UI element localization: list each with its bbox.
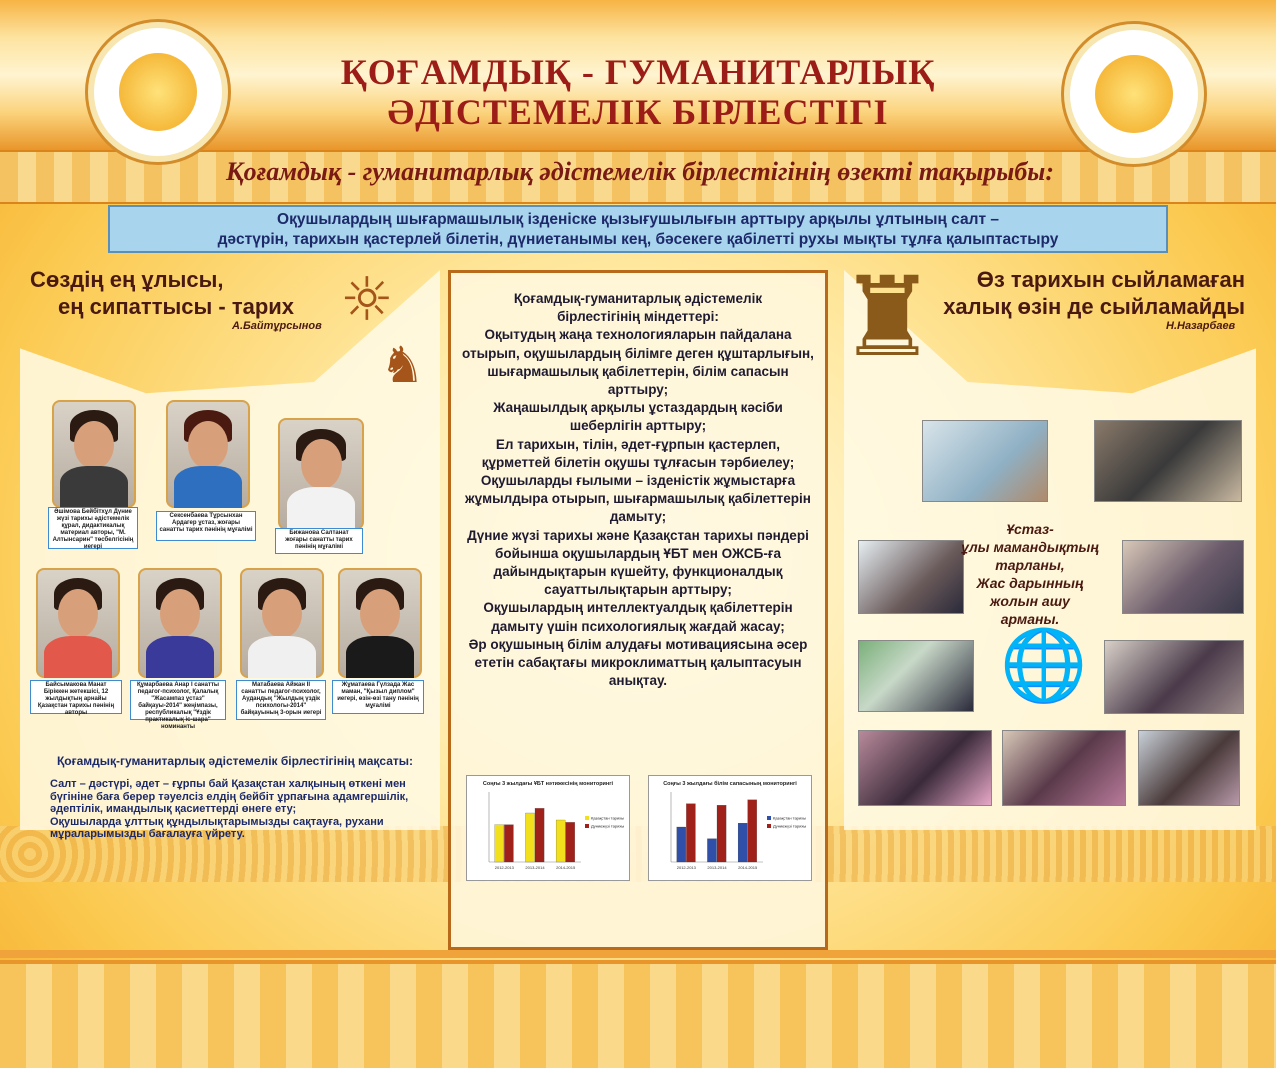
book-globe-icon	[119, 53, 197, 131]
x-tick-label: 2013-2014	[525, 865, 545, 870]
task-line: арттыру;	[607, 382, 669, 398]
legend-swatch	[585, 824, 589, 828]
right-quote	[905, 266, 1245, 320]
goal-line-4: Оқушыларда ұлттық құндылықтарымызды сақтауға, рухани	[50, 815, 384, 828]
page-title	[250, 52, 1026, 132]
classroom-photo-1	[922, 420, 1048, 502]
legend-label: Дүниежүзі тарихы	[591, 823, 625, 829]
teacher-caption-2: Сексенбаева Тұрсынхан Ардагер ұстаз, жоғары санатты тарих пәнінің мұғалімі	[156, 511, 256, 541]
task-line: анықтау.	[608, 673, 668, 689]
task-line: дамыту;	[609, 509, 667, 525]
chart-title: Соңғы 3 жылдағы ҰБТ нәтижесінің мониторингі	[482, 781, 614, 787]
legend-label: Қазақстан тарихы	[591, 815, 624, 821]
classroom-photo-7	[858, 730, 992, 806]
legend-swatch	[767, 816, 771, 820]
teacher-caption-1: Әшімова Бейбітхұл Дүние жүзі тарихы әдістемелік құрал, дидактикалық материал авторы, "М. Алтынсарин" төсбелгісінің иегері	[48, 507, 138, 549]
association-seal-right	[1064, 24, 1204, 164]
task-line: шығармашылық қабілеттерін, білім сапасын	[487, 363, 789, 379]
goal-line-2: бүгініне баға берер тәуелсіз елдің бейбіт ұрпағына адамгершілік,	[50, 790, 409, 803]
legend-swatch	[585, 816, 589, 820]
title-line-1: ҚОҒАМДЫҚ - ГУМАНИТАРЛЫҚ	[340, 52, 936, 92]
theme-line-1: Оқушылардың шығармашылық ізденіске қызығушылығын арттыру арқылы ұлтының салт –	[277, 211, 999, 228]
task-line: ететін сабақтағы микроклиматтың қалыптасуын	[474, 655, 802, 671]
x-tick-label: 2014-2015	[738, 865, 758, 870]
sun-eagle-icon	[1095, 55, 1173, 133]
chart-title: Соңғы 3 жылдағы білім сапасының мониторингі	[663, 781, 797, 787]
left-quote	[30, 266, 330, 320]
classroom-photo-3	[858, 540, 964, 614]
teacher-caption-5: Құмарбаева Анар I санатты педагог-психолог, Қалалық "Жасампаз ұстаз" байқауы-2014" жеңімпазы, республикалық "Ұздік практикалық іс-шара" номинанты	[130, 680, 226, 720]
deer-petroglyph-icon: ♞	[380, 336, 425, 394]
school-seal-left	[88, 22, 228, 162]
theme-box	[108, 205, 1168, 253]
tasks-block	[456, 290, 820, 690]
left-quote-line-1: Сөздің ең ұлысы,	[30, 267, 224, 292]
chart-bar	[504, 825, 513, 862]
task-line: шеберлігін арттыру;	[569, 418, 707, 434]
theme-line-2: дәстүрін, тарихын қастерлей білетін, дүниетанымы кең, бәсекеге қабілетті рухы мықты тұлға қалыптастыру	[217, 231, 1059, 248]
task-line: Әр оқушының білім алудағы мотивациясына әсер	[468, 636, 808, 652]
classroom-photo-5	[858, 640, 974, 712]
motto	[955, 520, 1105, 628]
task-line: Оқытудың жаңа технологияларын пайдалана	[484, 327, 792, 343]
task-line: отырып, оқушылардың білімге деген құштарлығын,	[462, 345, 814, 361]
task-line: жұмылдыра отырып, шығармашылық қабілеттерін	[465, 491, 811, 507]
legend-swatch	[767, 824, 771, 828]
x-tick-label: 2014-2015	[556, 865, 576, 870]
chart-bar	[707, 839, 716, 862]
task-line: Оқушыларды ғылыми – ізденістік жұмыстарға	[480, 473, 796, 489]
teacher-caption-7: Жұматаева Гүлзада Жас маман, "Қызыл диплом" иегері, өзін-өзі тану пәнінің мұғалімі	[332, 680, 424, 714]
teacher-caption-6: Матабаева Айжан II санатты педагог-психолог, Аудандық "Жылдың үздік психологы-2014" байқауының 3-орын иегері	[236, 680, 326, 720]
classroom-photo-4	[1122, 540, 1244, 614]
classroom-photo-6	[1104, 640, 1244, 714]
chart-bar	[566, 822, 575, 862]
task-line: Жаңашылдық арқылы ұстаздардың кәсіби	[493, 400, 783, 416]
motto-line-6: арманы.	[1000, 611, 1060, 627]
goal-title: Қоғамдық-гуманитарлық әдістемелік бірлестігінің мақсаты:	[56, 754, 414, 768]
task-line: құрметтей білетін оқушы тұлғасын тәрбиелеу;	[481, 454, 795, 470]
motto-line-1: Ұстаз-	[1006, 521, 1054, 537]
x-tick-label: 2013-2014	[707, 865, 727, 870]
legend-label: Қазақстан тарихы	[773, 815, 806, 821]
chart-quality-svg	[649, 776, 811, 880]
motto-line-2: ұлы мамандықтың	[961, 539, 1099, 555]
chart-bar	[686, 804, 695, 862]
globe-books-icon: 🌐	[1000, 624, 1088, 706]
chart-bar	[677, 827, 686, 862]
teacher-photo-1	[52, 400, 136, 508]
classroom-photo-9	[1138, 730, 1240, 806]
classroom-photo-2	[1094, 420, 1242, 502]
x-tick-label: 2012-2013	[494, 865, 514, 870]
motto-line-4: Жас дарынның	[976, 575, 1084, 591]
chart-bar	[535, 808, 544, 862]
task-line: сауаттылықтарын арттыру;	[544, 582, 732, 598]
left-quote-author: А.Байтұрсынов	[232, 320, 322, 332]
chart-ent-svg	[467, 776, 629, 880]
teacher-photo-7	[338, 568, 422, 678]
subtitle: Қоғамдық - гуманитарлық әдістемелік бірлестігінің өзекті тақырыбы:	[225, 157, 1054, 186]
right-quote-line-1: Өз тарихын сыйламаған	[976, 267, 1245, 292]
tasks-heading-1: Қоғамдық-гуманитарлық әдістемелік	[513, 291, 763, 306]
goal-line-5: мұраларымызды бағалауға үйрету.	[50, 828, 245, 840]
divider-line	[0, 950, 1276, 958]
chart-bar	[748, 800, 757, 862]
legend-label: Дүниежүзі тарихы	[773, 823, 807, 829]
goal-line-1: Салт – дәстүрі, әдет – ғұрпы бай Қазақстан халқының өткені мен	[50, 778, 406, 790]
x-tick-label: 2012-2013	[676, 865, 696, 870]
petroglyph-icon: ☼	[340, 265, 394, 335]
task-line: дамыту үшін психологиялық жағдай жасау;	[491, 618, 785, 634]
title-line-2: ӘДІСТЕМЕЛІК БІРЛЕСТІГІ	[387, 92, 889, 132]
left-quote-line-2: ең сипаттысы - тарих	[58, 294, 295, 319]
tasks-list	[456, 326, 820, 690]
right-quote-author: Н.Назарбаев	[1166, 320, 1236, 332]
chart-ent-results	[466, 775, 630, 881]
classroom-photo-8	[1002, 730, 1126, 806]
chart-quality-results	[648, 775, 812, 881]
chart-bar	[556, 820, 565, 862]
teacher-caption-3: Бижанова Салтанат жоғары санатты тарих пәнінің мұғалімі	[275, 528, 363, 554]
chart-bar	[525, 813, 534, 862]
chart-bar	[717, 805, 726, 862]
chart-bar	[495, 825, 504, 862]
task-line: Дүние жүзі тарихы және Қазақстан тарихы пәндері	[467, 527, 809, 543]
teacher-photo-6	[240, 568, 324, 678]
goal-line-3: әдептілік, имандылық қасиеттерді өнеге ету;	[50, 803, 297, 815]
task-line: Ел тарихын, тілін, әдет-ғұрпын қастерлеп,	[495, 436, 781, 452]
tasks-heading-2: бірлестігінің міндеттері:	[557, 309, 719, 325]
right-quote-line-2: халық өзін де сыйламайды	[943, 294, 1245, 319]
chart-bar	[738, 823, 747, 862]
ornament-band-bottom	[0, 960, 1276, 1068]
teacher-photo-4	[36, 568, 120, 678]
task-line: Оқушылардың интеллектуалдық қабілеттерін	[483, 600, 793, 616]
teacher-photo-2	[166, 400, 250, 508]
teacher-caption-4: Байсымакова Манат Біріккен жетекшісі, 12 жылдықтың арнайы Қазақстан тарихы пәнінің авторы	[30, 680, 122, 714]
golden-man-monument-icon: ♜	[838, 253, 937, 381]
goal-text	[50, 778, 430, 841]
task-line: бойынша оқушылардың ҰБТ мен ОЖСБ-ға	[495, 545, 781, 561]
teacher-photo-5	[138, 568, 222, 678]
motto-line-5: жолын ашу	[990, 593, 1070, 609]
motto-line-3: тарланы,	[995, 557, 1065, 573]
teacher-photo-3	[278, 418, 364, 530]
task-line: дайындықтарын күшейту, функционалдық	[493, 564, 783, 580]
